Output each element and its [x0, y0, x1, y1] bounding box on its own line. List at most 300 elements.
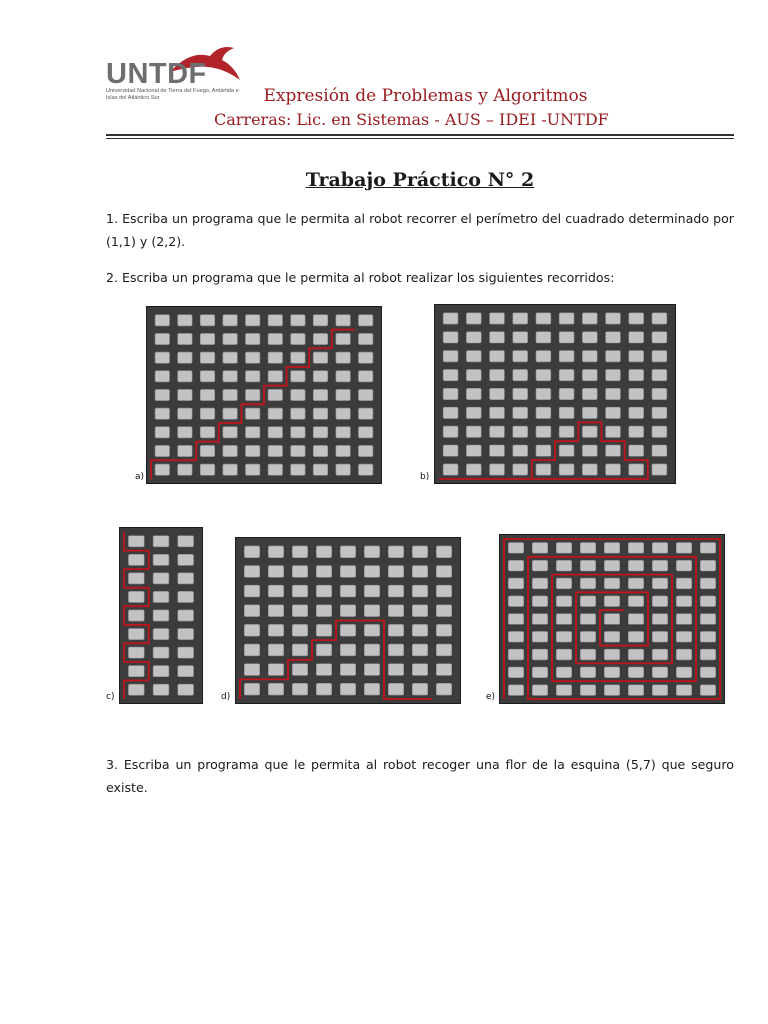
block: [652, 464, 667, 475]
block: [508, 614, 523, 625]
block: [268, 464, 282, 475]
block: [268, 408, 282, 419]
robot-grid-svg: [147, 307, 381, 483]
block: [513, 388, 528, 399]
block: [128, 573, 144, 584]
block: [313, 464, 327, 475]
block: [178, 445, 192, 456]
block: [652, 351, 667, 362]
block: [629, 351, 644, 362]
block: [559, 407, 574, 418]
block: [223, 408, 237, 419]
block: [388, 664, 403, 676]
block: [629, 445, 644, 456]
block: [388, 644, 403, 656]
block: [536, 313, 551, 324]
block: [358, 427, 372, 438]
block: [532, 649, 547, 660]
block: [580, 578, 595, 589]
block: [513, 445, 528, 456]
block: [536, 351, 551, 362]
block: [244, 585, 259, 597]
robot-grid-svg: [435, 305, 675, 483]
block: [676, 596, 691, 607]
block: [155, 371, 169, 382]
block: [606, 445, 621, 456]
block: [629, 332, 644, 343]
block: [606, 464, 621, 475]
block: [200, 464, 214, 475]
block: [358, 333, 372, 344]
block: [291, 352, 305, 363]
block: [223, 389, 237, 400]
block: [508, 667, 523, 678]
block: [652, 667, 667, 678]
block: [292, 644, 307, 656]
robot-grid-svg: [236, 538, 460, 703]
block: [580, 667, 595, 678]
block: [155, 427, 169, 438]
block: [532, 685, 547, 696]
block: [556, 685, 571, 696]
block: [700, 631, 715, 642]
exercise-1: 1. Escriba un programa que le permita al robot recorrer el perímetro del cuadrado determinado por (1,1) y (2,2).: [106, 211, 734, 249]
block: [291, 333, 305, 344]
block: [466, 351, 481, 362]
block: [652, 313, 667, 324]
block: [580, 631, 595, 642]
block: [466, 426, 481, 437]
block: [443, 313, 458, 324]
course-title: Expresión de Problemas y Algoritmos: [263, 86, 588, 106]
block: [652, 685, 667, 696]
block: [532, 667, 547, 678]
block: [358, 371, 372, 382]
block: [700, 685, 715, 696]
block: [178, 554, 194, 565]
block: [532, 578, 547, 589]
block: [316, 546, 331, 558]
block: [291, 315, 305, 326]
block: [178, 684, 194, 695]
block: [223, 352, 237, 363]
block: [604, 614, 619, 625]
block: [556, 631, 571, 642]
block: [245, 445, 259, 456]
block: [358, 464, 372, 475]
block: [291, 371, 305, 382]
block: [652, 649, 667, 660]
block: [268, 605, 283, 617]
robot-path-figure-c: [119, 527, 203, 704]
block: [652, 543, 667, 554]
figure-label-c: c): [106, 692, 115, 702]
block: [582, 464, 597, 475]
block: [606, 407, 621, 418]
block: [336, 352, 350, 363]
block: [604, 649, 619, 660]
block: [676, 543, 691, 554]
block: [556, 649, 571, 660]
block: [652, 560, 667, 571]
block: [313, 371, 327, 382]
block: [200, 352, 214, 363]
block: [580, 614, 595, 625]
block: [508, 560, 523, 571]
block: [508, 578, 523, 589]
block: [358, 389, 372, 400]
block: [652, 369, 667, 380]
block: [364, 624, 379, 636]
block: [336, 333, 350, 344]
block: [606, 369, 621, 380]
block: [652, 578, 667, 589]
block: [628, 667, 643, 678]
block: [340, 644, 355, 656]
block: [223, 445, 237, 456]
block: [292, 664, 307, 676]
block: [223, 371, 237, 382]
block: [340, 566, 355, 578]
block: [700, 560, 715, 571]
robot-path-figure-a: [146, 306, 382, 484]
block: [629, 313, 644, 324]
block: [245, 389, 259, 400]
block: [443, 445, 458, 456]
block: [153, 684, 169, 695]
block: [388, 605, 403, 617]
block: [336, 464, 350, 475]
block: [336, 427, 350, 438]
block: [604, 560, 619, 571]
block: [700, 667, 715, 678]
block: [559, 313, 574, 324]
block: [582, 388, 597, 399]
block: [200, 389, 214, 400]
block: [508, 596, 523, 607]
block: [388, 585, 403, 597]
block: [604, 685, 619, 696]
block: [268, 352, 282, 363]
block: [436, 624, 451, 636]
block: [316, 585, 331, 597]
block: [336, 315, 350, 326]
block: [291, 464, 305, 475]
block: [200, 427, 214, 438]
block: [128, 591, 144, 602]
block: [556, 578, 571, 589]
robot-path-figure-e: [499, 534, 725, 704]
block: [313, 408, 327, 419]
block: [364, 683, 379, 695]
block: [268, 624, 283, 636]
block: [268, 585, 283, 597]
block: [364, 664, 379, 676]
block: [676, 614, 691, 625]
block: [676, 667, 691, 678]
block: [316, 683, 331, 695]
block: [358, 352, 372, 363]
block: [580, 649, 595, 660]
block: [536, 464, 551, 475]
block: [628, 596, 643, 607]
block: [652, 388, 667, 399]
block: [268, 333, 282, 344]
block: [580, 560, 595, 571]
block: [582, 332, 597, 343]
block: [606, 351, 621, 362]
block: [316, 644, 331, 656]
block: [268, 315, 282, 326]
block: [200, 315, 214, 326]
block: [606, 388, 621, 399]
exercise-2: 2. Escriba un programa que le permita al robot realizar los siguientes recorridos:: [106, 270, 615, 285]
block: [244, 624, 259, 636]
block: [364, 546, 379, 558]
block: [652, 332, 667, 343]
block: [466, 407, 481, 418]
careers-line: Carreras: Lic. en Sistemas - AUS – IDEI -UNTDF: [214, 110, 609, 129]
block: [364, 644, 379, 656]
block: [336, 371, 350, 382]
block: [178, 628, 194, 639]
block: [358, 445, 372, 456]
block: [508, 649, 523, 660]
block: [153, 554, 169, 565]
block: [700, 649, 715, 660]
document-title: Trabajo Práctico N° 2: [305, 169, 535, 191]
block: [466, 332, 481, 343]
block: [245, 371, 259, 382]
block: [412, 566, 427, 578]
exercise-3: 3. Escriba un programa que le permita al robot recoger una flor de la esquina (5,7) que seguro existe.: [106, 757, 734, 795]
block: [536, 388, 551, 399]
block: [316, 664, 331, 676]
block: [128, 610, 144, 621]
block: [604, 543, 619, 554]
block: [292, 605, 307, 617]
block: [700, 596, 715, 607]
block: [388, 624, 403, 636]
block: [513, 464, 528, 475]
block: [178, 315, 192, 326]
block: [652, 614, 667, 625]
block: [223, 464, 237, 475]
block: [155, 352, 169, 363]
block: [313, 445, 327, 456]
block: [244, 664, 259, 676]
block: [153, 666, 169, 677]
block: [629, 426, 644, 437]
block: [178, 536, 194, 547]
block: [652, 407, 667, 418]
block: [268, 389, 282, 400]
block: [604, 578, 619, 589]
block: [153, 536, 169, 547]
block: [676, 685, 691, 696]
block: [466, 445, 481, 456]
robot-grid-svg: [120, 528, 202, 703]
block: [292, 546, 307, 558]
block: [490, 464, 505, 475]
block: [466, 313, 481, 324]
block: [532, 614, 547, 625]
block: [466, 369, 481, 380]
block: [364, 585, 379, 597]
block: [245, 427, 259, 438]
block: [223, 315, 237, 326]
block: [628, 614, 643, 625]
figure-label-e: e): [486, 692, 496, 702]
block: [200, 371, 214, 382]
block: [153, 647, 169, 658]
figure-label-a: a): [135, 472, 145, 482]
block: [652, 631, 667, 642]
block: [268, 683, 283, 695]
block: [128, 628, 144, 639]
block: [268, 644, 283, 656]
block: [629, 369, 644, 380]
block: [436, 566, 451, 578]
block: [412, 624, 427, 636]
block: [580, 596, 595, 607]
block: [559, 445, 574, 456]
block: [490, 407, 505, 418]
block: [606, 332, 621, 343]
block: [178, 464, 192, 475]
block: [490, 445, 505, 456]
block: [178, 573, 194, 584]
block: [268, 445, 282, 456]
block: [291, 408, 305, 419]
block: [388, 566, 403, 578]
block: [559, 332, 574, 343]
block: [291, 427, 305, 438]
block: [245, 352, 259, 363]
block: [556, 667, 571, 678]
block: [490, 332, 505, 343]
block: [556, 543, 571, 554]
block: [155, 464, 169, 475]
block: [178, 408, 192, 419]
block: [412, 585, 427, 597]
block: [536, 332, 551, 343]
block: [268, 566, 283, 578]
figure-label-b: b): [420, 472, 430, 482]
block: [700, 578, 715, 589]
block: [388, 546, 403, 558]
block: [508, 543, 523, 554]
block: [244, 644, 259, 656]
block: [532, 560, 547, 571]
block: [652, 596, 667, 607]
block: [559, 388, 574, 399]
block: [536, 426, 551, 437]
block: [388, 683, 403, 695]
block: [292, 585, 307, 597]
block: [244, 546, 259, 558]
block: [443, 426, 458, 437]
block: [556, 596, 571, 607]
block: [676, 578, 691, 589]
block: [316, 605, 331, 617]
block: [340, 546, 355, 558]
block: [559, 369, 574, 380]
block: [412, 546, 427, 558]
block: [155, 315, 169, 326]
block: [268, 427, 282, 438]
block: [700, 543, 715, 554]
block: [245, 315, 259, 326]
block: [245, 333, 259, 344]
block: [604, 667, 619, 678]
block: [178, 591, 194, 602]
block: [536, 407, 551, 418]
block: [559, 426, 574, 437]
block: [268, 546, 283, 558]
block: [559, 464, 574, 475]
block: [443, 351, 458, 362]
block: [313, 315, 327, 326]
block: [490, 388, 505, 399]
block: [245, 464, 259, 475]
block: [316, 566, 331, 578]
block: [313, 427, 327, 438]
block: [676, 560, 691, 571]
block: [676, 631, 691, 642]
block: [436, 546, 451, 558]
block: [155, 445, 169, 456]
block: [580, 543, 595, 554]
block: [513, 313, 528, 324]
block: [340, 585, 355, 597]
block: [292, 624, 307, 636]
block: [340, 664, 355, 676]
block: [508, 685, 523, 696]
block: [676, 649, 691, 660]
block: [628, 649, 643, 660]
block: [582, 351, 597, 362]
block: [153, 628, 169, 639]
block: [513, 332, 528, 343]
university-name: Universidad Nacional de Tierra del Fuego, Antártida e Islas del Atlántico Sur: [106, 88, 239, 101]
block: [508, 631, 523, 642]
block: [556, 560, 571, 571]
block: [412, 683, 427, 695]
block: [340, 605, 355, 617]
block: [606, 313, 621, 324]
block: [200, 408, 214, 419]
block: [292, 683, 307, 695]
block: [443, 407, 458, 418]
block: [443, 464, 458, 475]
block: [628, 578, 643, 589]
block: [336, 389, 350, 400]
block: [490, 369, 505, 380]
block: [313, 352, 327, 363]
block: [153, 591, 169, 602]
block: [336, 408, 350, 419]
block: [628, 560, 643, 571]
block: [155, 389, 169, 400]
block: [291, 445, 305, 456]
robot-path-figure-b: [434, 304, 676, 484]
block: [178, 389, 192, 400]
block: [200, 445, 214, 456]
header-divider: [106, 134, 734, 136]
block: [313, 333, 327, 344]
block: [629, 464, 644, 475]
